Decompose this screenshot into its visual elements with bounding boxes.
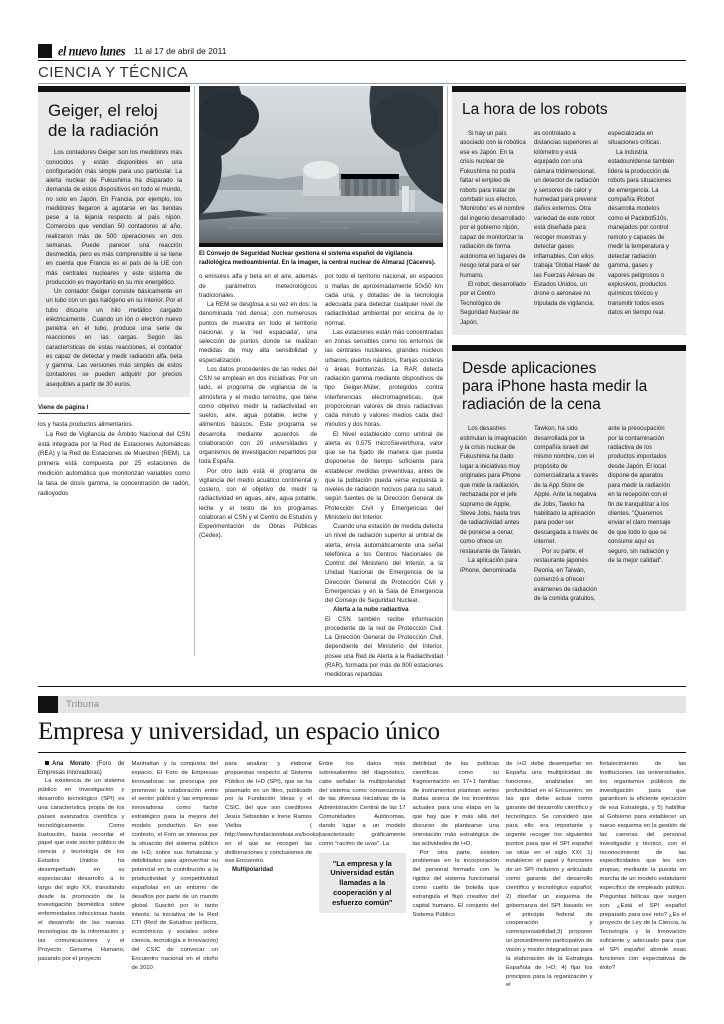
tribuna-col-7	[600, 760, 687, 1005]
iphone-paragraph: La aplicación para iPhone, denominada	[460, 557, 518, 574]
right-column	[452, 86, 686, 611]
tribuna-separator	[38, 686, 686, 687]
tribuna-paragraph: debilidad de las políticas científicas como su fragmentación en 17+1 familias de instrumentos plantean series dudas acerca de los incentivos actuales para una etapa en la que hay que ir más allá del discurso de plantearse una orientación más estratégica de las actividades de I+D.	[412, 761, 499, 847]
continuation-paragraph: La Red de Vigilancia de Ámbito Nacional del CSN está integrada por la Red de Estaciones Automáticas (REA) y la Red de Estaciones de Muestreo (REM). La primera está compuesta por 25 estaciones de medición automática que monitorizan variables como la tasa de dosis gamma, la concentración de radón, radioyodos	[38, 430, 190, 497]
iphone-headline-line2: para iPhone hasta medir la	[462, 378, 648, 396]
tribuna-subhead: Multipolaridad	[232, 867, 273, 874]
iphone-headline	[452, 351, 686, 422]
tribuna-rule	[38, 752, 686, 753]
column-divider	[447, 86, 448, 656]
photo-graphic	[199, 86, 443, 243]
robots-paragraph: especializada en situaciones críticas.	[608, 129, 662, 147]
iphone-paragraph: Por su parte, el restaurante japonés Peonia, en Taiwán, comenzó a ofrecer exámenes de radiación de la comida gratuitos,	[534, 547, 598, 602]
geiger-headline-line2: de la radiación	[48, 120, 159, 140]
center-column	[199, 86, 443, 679]
center-paragraph: Las estaciones están más concentradas en zonas sensibles como los entornos de las centrales nucleares, grandes núcleos urbanos, puertos náuticos, franjas costeras o áreas fronterizas. La RAR detecta radiación gamma mediante dispositivos de tipo Geiger-Müler, protegidos contra interferencias electromagnéticas, que proporcionan valores de dosis radiactivas cada minuto y valores medios cada diez minutos y dos horas.	[325, 328, 443, 429]
center-paragraph: La REM se desglosa a su vez en dos: la denominada 'red densa', con numerosos puntos de muestra en todo el territorio nacional, y la 'red espaciada', una selección de puntos donde se realizan medidas de muy alta sensibilidad y especialización.	[199, 301, 317, 364]
tribuna-square-icon	[38, 696, 58, 713]
continuation-paragraph: los y hasta productos alimentarios.	[38, 420, 134, 428]
iphone-col-3	[608, 424, 675, 603]
tribuna-columns	[38, 760, 686, 1005]
tribuna-paragraph: fortalecimiento de las Instituciones, las universidades, los organismos públicos de investigación para que garanticen la eficiente ejecución de esa Estrategia, y 5) habilitar al Gobierno para establecer un nuevo esquema en la gestión de las carreras del personal investigador y técnico, con el reconocimiento de las especificidades que les son propias, mediante la puesta en marcha de un modelo estatutario específico de empleado público. Preguntas bélicas que surgen son: ¿Está el SPI español preparado para ese reto? ¿Es el proyecto de Ley de la Ciencia, la Tecnología y la Innovación suficiente y adecuado para que el SPI español aborde esas funciones con expectativas de éxito?	[599, 761, 686, 971]
center-paragraph: o emisores alfa y beta en el aire, además de parámetros meteorológicos tradicionales.	[199, 273, 317, 299]
tribuna-col-4	[319, 760, 406, 1005]
section-title: CIENCIA Y TÉCNICA	[38, 64, 686, 84]
tribuna-paragraph: Manhattan y la conquista del espacio. El Foro de Empresas Innovadoras se preocupa por promover la colaboración entre el sector público y las empresas innovadoras como factor estratégico para la mejora del modelo productivo. En ese contexto, el Foro se interesa por la situación del sistema público de I+D, sobre sus fortalezas y debilidades para aprovechar su potencial en la contribución a la productividad y competitividad españolas en un entorno de desafíos por parte de un mundo global. Suscitó por lo tanto interés, la iniciativa de la Red CTI (Red de Estudios políticos, económicos y sociales sobre ciencia, tecnología e innovación) del CSIC de convocar un Encuentro nacional en el otoño de 2010	[131, 761, 218, 971]
tribuna-label: Tribuna	[66, 699, 100, 710]
masthead-date: 11 al 17 de abril de 2011	[134, 46, 227, 56]
robots-body	[452, 127, 686, 335]
tribuna-paragraph: para analizar y elaborar propuestas respecto al Sistema Público de I+D (SPI), que se ha plasmado en un libro, publicado por la Fundación Ideas y el CSIC, del que son coeditores Jesús Sebastián e Irene Ramos Vielba ( http://www.fundacionideas.es/books) en el que se recogen las deliberaciones y conclusiones de ese Encuentro.	[225, 761, 321, 865]
geiger-paragraph: Los contadores Geiger son los medidores más conocidos y están disponibles en una configuración más simple para uso particular. La alerta nuclear de Fukushima ha disparado la demanda de estos dispositivos en todo el mundo, no solo en Japón. En Francia, por ejemplo, los medidores llegaron a agotarse en las tiendas pese a la lejanía respecto al país nipón. Comercios que vendían 50 contadores al año, realizaron más de 500 operaciones en dos semanas. Puede parecer una reacción desmedida, pero es más comprensible si se tiene en cuenta que Francia es el país de la UE con más centrales nucleares y este sistema de producción es mayoritario en su mix energético.	[46, 149, 182, 286]
geiger-body	[38, 148, 190, 397]
column-divider	[194, 86, 195, 656]
iphone-col-2	[534, 424, 601, 603]
iphone-paragraph: Tawkon, ha sido desarrollada por la compañía israelí del mismo nombre, con el propósito de comercializarla a través de la App Store de Apple. Ante la negativa de Jobs, Tawko ha habilitado la aplicación para poder ser descargada a través de internet.	[534, 425, 599, 546]
byline	[38, 760, 125, 777]
tribuna-headline: Empresa y universidad, un espacio único	[38, 718, 440, 745]
center-paragraph: El Nivel establecido como umbral de alerta es 0,575 microSievert/hora, valor que se ha fijado de manera que pueda disponerse de tiempo suficiente para establecer medidas preventivas, antes de que la población pueda verse expuesta a niveles de radiación nocivos para su salud, según fuentes de la Dirección General de Protección Civil y Emergencias del Ministerio del Interior.	[325, 430, 443, 521]
tribuna-col-2	[132, 760, 219, 1005]
robots-col-3	[608, 129, 675, 327]
robots-paragraph: Si hay un país asociado con la robótica ese es Japón. En la crisis nuclear de Fukushima no podía faltar el empleo de robots para tratar de combatir sus efectos. 'Monirobo' es el nombre del ingenio desarrollado por el gobierno nipón, capaz de monitorizar la radiación de forma autónoma en lugares de riesgo letal para el ser humano.	[460, 129, 526, 279]
iphone-paragraph: ante la preocupación por la contaminación radiactiva de los productos importados desde Japón. El local dispone de aparatos para medir la radiación en la recepción con el fin de tranquilizar a los clientes. "Queremos enviar el claro mensaje de que todo lo que se consume aquí es seguro, sin radiación y de la mejor calidad".	[608, 425, 671, 565]
tribuna-col-6	[506, 760, 593, 1005]
byline-affiliation: (Foro de Empresas Innovadoras)	[38, 761, 125, 776]
center-paragraph: Cuando una estación de medida detecta un nivel de radiación superior al umbral de alerta, envía automáticamente una señal telefónica a los Centros Nacionales de Control del Ministerio del Interior, a la Unidad Nacional de Emergencia de la Dirección General de Protección Civil y Emergencias y en la Sala de Emergencia del Consejo de Seguridad Nuclear.	[325, 523, 443, 605]
iphone-col-1	[460, 424, 527, 603]
center-paragraph: El CSN también recibe información procedente de la red de Protección Civil. La Dirección General de Protección Civil, dependiente del Ministerio del Interior, posee una Red de Alerta a la Radiactividad (RAR), formada por más de 900 estaciones medidoras repartidas	[325, 615, 443, 679]
geiger-headline	[38, 92, 190, 148]
masthead	[38, 42, 686, 61]
tribuna-paragraph: La existencia de un sistema público en Investigación y desarrollo tecnológico (SPI) es una característica propia de los países avanzados científica y tecnológicamente. Como ilustración, basta recordar el papel que este sector público de ciencia y tecnología de los Estados Unidos ha desempeñado en su espectacular desarrollo a lo largo del siglo XX, transitando desde la promoción de la investigación biomédica sobre enfermedades infecciosas hasta el desarrollo de las nuevas tecnologías de la información y las comunicaciones y el Proyecto Genoma Humano, pasando por el proyecto	[38, 778, 125, 962]
center-col-2	[325, 272, 443, 679]
robots-paragraph: El robot, desarrollado por el Centro Tecnológico de Seguridad Nuclear de Japón,	[460, 280, 526, 326]
continuation-label: Viene de página I	[38, 404, 190, 414]
article-geiger	[38, 86, 190, 498]
iphone-paragraph: Los desastres estimulan la imaginación y la crisis nuclear de Fukushima ha dado lugar a iniciativas muy originales para iPhone que mide la radiación, rechazada por el jefe supremo de Apple, Steve Jobs, hasta tres de radiactividad antes de ponerse a cenar, como ofrece un restaurante de Taiwán.	[460, 425, 527, 555]
tribuna-col-3	[225, 760, 321, 1005]
geiger-headline-line1: Geiger, el reloj	[48, 101, 158, 120]
tribuna-paragraph: Por otra parte, existen problemas en la incorporación del personal formado con la rigidez del sistema funcionarial como cuello de botella que estrangula el flujo creativo del capital humano. El conjunto del Sistema Público	[412, 849, 499, 918]
science-section	[38, 86, 686, 679]
continuation-body	[38, 414, 190, 498]
center-paragraph: Los datos procedentes de las redes del CSN se emplean en dos iniciativas. Por un lado, el programa de vigilancia de la atmósfera y el medio terrestre, que tiene como objetivo medir la radiactividad en suelos, aire, agua potable, leche y alimentos básicos. Este programa se desarrolla mediante acuerdos de colaboración con 20 universidades y organismos de investigación repartidos por toda España.	[199, 365, 317, 466]
article-iphone	[452, 345, 686, 611]
geiger-paragraph: Un contador Geiger consiste básicamente en un tubo con un gas halógeno en su interior. Por el tubo discurre un hilo metálico cargado eléctricamente . Cuando un ión o electrón nuevo penetra en el tubo, produce una serie de reacciones en las cargas. Según las características de estas reacciones, el contador es capaz de detectar y medir radiación alfa, beta y gamma. Las versiones más simples de estos contadores se pueden adquirir por precios asequibles a partir de 30 euros.	[46, 288, 182, 388]
robots-col-2	[534, 129, 601, 327]
byline-bullet-icon	[45, 761, 49, 765]
article-robots	[452, 86, 686, 335]
tribuna-col-5	[413, 760, 500, 1005]
photo-caption: El Consejo de Seguridad Nuclear gestiona el sistema español de vigilancia radiológica medioambiental. En la imagen, la central nuclear de Almaraz (Cáceres).	[199, 251, 436, 266]
robots-headline: La hora de los robots	[462, 101, 608, 118]
iphone-headline-line3: radiación de la cena	[462, 396, 601, 414]
center-col-1	[199, 272, 317, 679]
byline-author: Ana Morato	[52, 761, 91, 767]
robots-paragraph: La industria estadounidense también lidera la producción de robots para situaciones de emergencia. La compañía iRobot desarrolla modelos como el Packbot510s, manejados por control remoto y capaces de medir la temperatura y detectar radiación gamma, gases y vapores peligrosos o explosivos, productos químicos tóxicos y transmitir todos esos datos en tiempo real.	[608, 148, 675, 317]
center-paragraph: Por otro lado está el programa de vigilancia del medio acuático continental y costero, con el objetivo de medir la radiactividad en aguas, aire, agua potable, leche y el resto de los programas colaboran el CSN y el Centro de Estudios y Experimentación de Obras Públicas (Cedex).	[199, 467, 317, 540]
masthead-logo: el nuevo lunes	[58, 42, 126, 59]
tribuna-paragraph: de I+D debe desempeñar en España una multiplicidad de funciones, analizadas en profundidad en el Encuentro, en las que debe actuar como garante del desarrollo científico y tecnológico. Se consideró que para ello era importante y urgente recoger los siguientes puntos para que el SPI español se sitúe en el siglo XXI: 1) establecer el papel y funciones de un SPI inclusivo y articulado como garante del desarrollo científico y tecnológico español; 2) diseñar un esquema de gobernanza del SPI basado en el principio federal de cooperación y corresponsabilidad;3) proponer un procedimiento participativo de visión y misión integradoras para la elaboración de la Estrategia Española de I+D; 4) fijar los principios para la organización y el	[506, 761, 593, 989]
nuclear-plant-photo	[199, 86, 443, 243]
robots-col-1	[460, 129, 527, 327]
tribuna-paragraph: Entre los datos más sobresalientes del diagnóstico, cabe señalar la multipolaridad del sistema como consecuencia de las diversas iniciativas de la Administración Central de las 17 Comunidades Autónomas, dando lugar a un modelo caracterizado gráficamente como "racimo de uvas". La	[319, 761, 406, 847]
masthead-square-icon	[38, 44, 52, 58]
center-text-columns	[199, 272, 443, 679]
iphone-body	[452, 422, 686, 611]
tribuna-tag	[38, 696, 686, 713]
tribuna-col-1	[38, 760, 125, 1005]
center-subhead: Alerta a la nube radiactiva	[333, 606, 409, 614]
iphone-headline-line1: Desde aplicaciones	[462, 360, 597, 378]
center-paragraph: por todo el territorio nacional, en espacios o mallas de aproximadamente 50x50 km cada una, y dotadas de la tecnología adecuada para detectar cualquier nivel de radiactividad ambiental por encima de lo normal.	[325, 273, 443, 327]
robots-paragraph: es controlado a distancias superiores al kilómetro y está equipado con una cámara tridimensional, un detector de radiación y sensores de calor y humedad para prevenir daños externos. Otra variedad de este robot está diseñada para recoger muestras y detectar gases inflamables. Con ellos trabaja 'Global Hawk' de las Fuerzas Aéreas de Estados Unidos, un drone o aeronave no tripulada de vigilancia,	[534, 129, 600, 307]
pull-quote: "La empresa y la Universidad están llamadas a la cooperación y al esfuerzo común"	[319, 853, 406, 914]
geiger-box	[38, 86, 190, 397]
